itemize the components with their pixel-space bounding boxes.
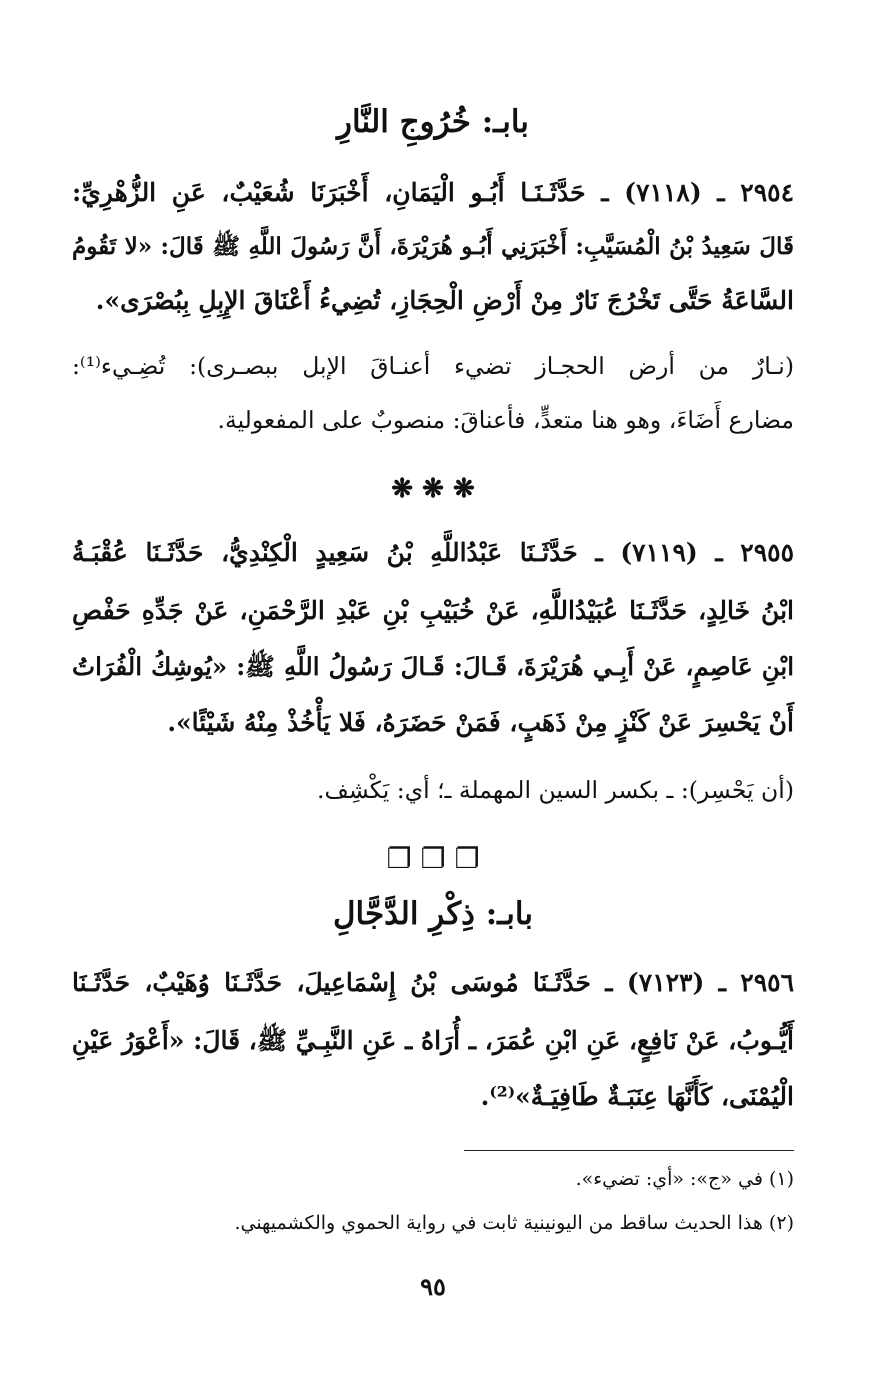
hadith-2955-line-2: ابْنُ خَالِدٍ، حَدَّثَـنَا عُبَيْدُاللَّهِ، عَنْ خُبَيْبِ بْنِ عَبْدِ الرَّحْمَنِ، عَنْ جَدِّهِ حَفْصِ (72, 596, 794, 625)
commentary-2954-line-2: مضارع أَضَاءَ، وهو هنا متعدٍّ، فأعناقَ: منصوبٌ على المفعولية. (217, 406, 794, 434)
asterism-separator: ❋ ❋ ❋ (391, 474, 475, 504)
box-separator: ❐ ❐ ❐ (386, 842, 480, 875)
hadith-2955-line-4: أَنْ يَحْسِرَ عَنْ كَنْزٍ مِنْ ذَهَبٍ، فَمَنْ حَضَرَهُ، فَلا يَأْخُذْ مِنْهُ شَيْئًا». (167, 708, 794, 737)
hadith-2956-line-1: ٢٩٥٦ ـ (٧١٢٣) ـ حَدَّثَـنَا مُوسَى بْنُ إِسْمَاعِيلَ، حَدَّثَـنَا وُهَيْبٌ، حَدَّثَـنَا (72, 968, 795, 997)
hadith-2956-line-2: أَيُّـوبُ، عَنْ نَافِعٍ، عَنِ ابْنِ عُمَرَ، ـ أُرَاهُ ـ عَنِ النَّبِـيِّ ﷺ، قَالَ: «أَعْوَرُ عَيْنِ (71, 1026, 794, 1055)
page-number: ٩٥ (420, 1272, 446, 1301)
hadith-2954-line-1: ٢٩٥٤ ـ (٧١١٨) ـ حَدَّثَـنَـا أَبُـو الْيَمَانِ، أَخْبَرَنَا شُعَيْبٌ، عَنِ الزُّهْرِيِّ: (72, 178, 795, 207)
chapter-heading-dajjal: بابـ: ذِكْرِ الدَّجَّالِ (333, 896, 533, 932)
hadith-2955-line-1: ٢٩٥٥ ـ (٧١١٩) ـ حَدَّثَـنَا عَبْدُاللَّهِ بْنُ سَعِيدٍ الْكِنْدِيُّ، حَدَّثَـنَا عُقْبَـةُ (72, 538, 794, 567)
footnote-1: (١) في «ج»: «أي: تضيء». (575, 1168, 794, 1190)
hadith-2954-line-3: السَّاعَةُ حَتَّى تَخْرُجَ نَارٌ مِنْ أَرْضِ الْحِجَازِ، تُضِيءُ أَعْنَاقَ الإِبِلِ بِبُصْرَى». (95, 286, 794, 315)
footnote-divider (464, 1150, 794, 1151)
chapter-heading-fire: بابـ: خُرُوجِ النَّارِ (337, 104, 529, 140)
book-page (72, 0, 794, 1377)
hadith-2956-line-3: الْيُمْنَى، كَأَنَّهَا عِنَبَـةٌ طَافِيَـةٌ»⁽²⁾. (480, 1082, 794, 1111)
hadith-2955-line-3: ابْنِ عَاصِمٍ، عَنْ أَبِـي هُرَيْرَةَ، قَـالَ: قَـالَ رَسُولُ اللَّهِ ﷺ: «يُوشِكُ الْفُرَاتُ (72, 652, 794, 681)
hadith-2954-line-2: قَالَ سَعِيدُ بْنُ الْمُسَيَّبِ: أَخْبَرَنِي أَبُـو هُرَيْرَةَ، أَنَّ رَسُولَ اللَّهِ ﷺ قَالَ: «لا تَقُومُ (72, 233, 794, 260)
commentary-2954-line-1: (نـارٌ من أرض الحجـاز تضيء أعنـاقَ الإبل ببصـرى): تُضِـيء⁽¹⁾: (72, 352, 794, 380)
footnote-2: (٢) هذا الحديث ساقط من اليونينية ثابت في رواية الحموي والكشميهني. (234, 1212, 794, 1234)
commentary-2955-line-1: (أن يَحْسِر): ـ بكسر السين المهملة ـ؛ أي: يَكْشِف. (317, 776, 794, 804)
